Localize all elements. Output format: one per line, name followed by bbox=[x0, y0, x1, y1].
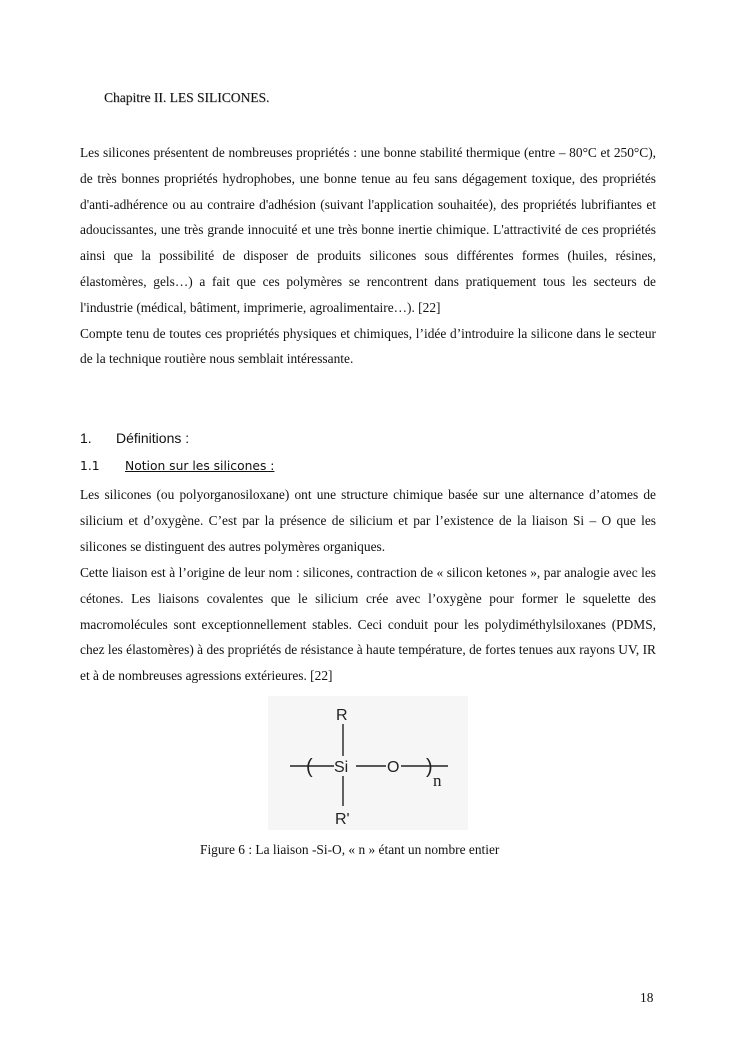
page-number: 18 bbox=[640, 990, 654, 1005]
body-paragraph-1: Les silicones (ou polyorganosiloxane) ont une structure chimique basée sur une alternance d’atomes de silicium et d’oxygène. C’est par la présence de silicium et par l’existence de la liaison Si – O que les silicones se distinguent des autres polymères organiques. bbox=[80, 487, 656, 554]
label-r-top: R bbox=[336, 707, 348, 724]
intro-paragraph-1: Les silicones présentent de nombreuses propriétés : une bonne stabilité thermique (entre – 80°C et 250°C), de très bonnes propriétés hydrophobes, une bonne tenue au feu sans dégagement toxique, des propriétés d'anti-adhérence ou au contraire d'adhésion (suivant l'application souhaitée), des propriétés lubrifiantes et adoucissantes, une très grande innocuité et une très bonne inertie chimique. L'attractivité de ces propriétés ainsi que la possibilité de disposer de produits silicones sous différentes formes (huiles, résines, élastomères, gels…) a fait que ces polymères se rencontrent dans pratiquement tous les secteurs de l'industrie (médical, bâtiment, imprimerie, agroalimentaire…). [22] bbox=[80, 145, 656, 315]
figure-caption: Figure 6 : La liaison -Si-O, « n » étant un nombre entier bbox=[200, 842, 500, 857]
subsection-number: 1.1 bbox=[80, 459, 100, 473]
label-o: O bbox=[387, 759, 400, 776]
body-paragraph-1-block bbox=[80, 482, 656, 559]
siloxane-diagram bbox=[268, 696, 468, 830]
body-paragraph-2-block bbox=[80, 560, 656, 689]
label-r-bottom: R' bbox=[335, 811, 350, 828]
subsection-title: Notion sur les silicones : bbox=[125, 459, 275, 473]
intro-paragraphs bbox=[80, 140, 656, 372]
intro-paragraph-2: Compte tenu de toutes ces propriétés physiques et chimiques, l’idée d’introduire la silicone dans le secteur de la technique routière nous semblait intéressante. bbox=[80, 325, 656, 367]
body-paragraph-2: Cette liaison est à l’origine de leur nom : silicones, contraction de « silicon ketones », par analogie avec les cétones. Les liaisons covalentes que le silicium crée avec l’oxygène pour former le squelette des macromolécules sont exceptionnellement stables. Ceci conduit pour les polydiméthylsiloxanes (PDMS, chez les élastomères) à des propriétés de résistance à haute température, de fortes tenues aux rayons UV, IR et à de nombreuses agressions extérieures. [22] bbox=[80, 565, 656, 684]
chapter-title: Chapitre II. LES SILICONES. bbox=[104, 90, 270, 105]
label-si: Si bbox=[334, 759, 349, 776]
section-number: 1. bbox=[80, 430, 92, 446]
label-n: n bbox=[433, 771, 442, 790]
silicone-structure-figure bbox=[268, 696, 468, 830]
section-title: Définitions : bbox=[116, 430, 190, 446]
label-paren-open: ( bbox=[306, 756, 313, 778]
label-paren-close: ) bbox=[426, 756, 433, 778]
